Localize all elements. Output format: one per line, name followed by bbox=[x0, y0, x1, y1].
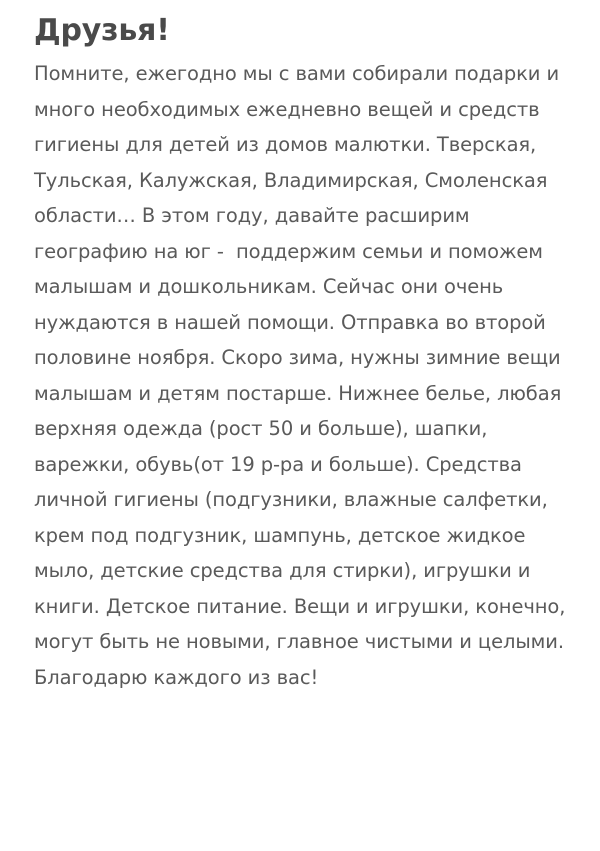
page-title: Друзья! bbox=[34, 13, 170, 48]
document-body-text: Помните, ежегодно мы с вами собирали подарки и много необходимых ежедневно вещей и средств гигиены для детей из домов малютки. Тверская, Тульская, Калужская, Владимирская, Смоленская области… В этом году, давайте расширим географию на юг - поддержим семьи и поможем малышам и дошкольникам. Сейчас они очень нуждаются в нашей помощи. Отправка во второй половине ноября. Скоро зима, нужны зимние вещи малышам и детям постарше. Нижнее белье, любая верхняя одежда (рост 50 и больше), шапки, варежки, обувь(от 19 р-ра и больше). Средства личной гигиены (подгузники, влажные салфетки, крем под подгузник, шампунь, детское жидкое мыло, детские средства для стирки), игрушки и книги. Детское питание. Вещи и игрушки, конечно, могут быть не новыми, главное чистыми и целыми. Благодарю каждого из вас! bbox=[34, 62, 572, 689]
